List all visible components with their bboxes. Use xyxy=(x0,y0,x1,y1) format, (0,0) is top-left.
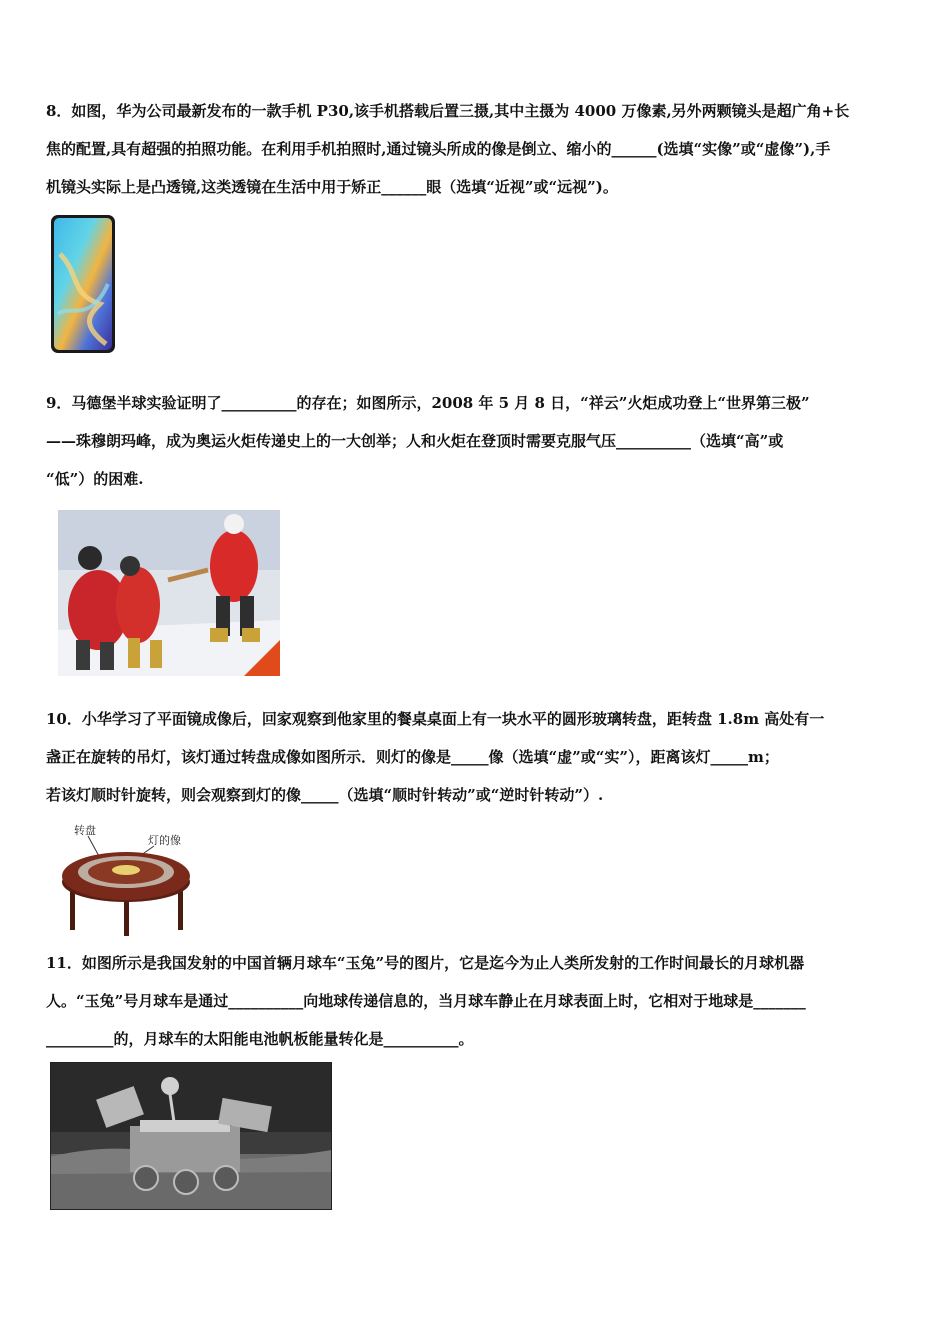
question-11 xyxy=(46,944,908,1058)
question-11-line-3: _________的，月球车的太阳能电池帆板能量转化是__________。 xyxy=(46,1030,474,1048)
question-9-line-3: “低”）的困难. xyxy=(46,470,144,488)
everest-torch-photo xyxy=(58,510,280,676)
question-9 xyxy=(46,384,908,498)
question-8-line-2: 焦的配置,具有超强的拍照功能。在利用手机拍照时,通过镜头所成的像是倒立、缩小的______(选填“实像”或“虚像”),手 xyxy=(46,140,831,158)
question-10-line-2: 盏正在旋转的吊灯，该灯通过转盘成像如图所示．则灯的像是_____像（选填“虚”或“实”），距离该灯_____m； xyxy=(46,748,779,766)
phone-image xyxy=(50,214,116,354)
table-turntable-figure xyxy=(58,820,198,938)
question-10-line-1: 10．小华学习了平面镜成像后，回家观察到他家里的餐桌桌面上有一块水平的圆形玻璃转盘，距转盘 1.8m 高处有一 xyxy=(46,710,825,728)
question-10-line-3: 若该灯顺时针旋转，则会观察到灯的像_____（选填“顺时针转动”或“逆时针转动”）. xyxy=(46,786,604,804)
question-9-line-2: ——珠穆朗玛峰，成为奥运火炬传递史上的一大创举；人和火炬在登顶时需要克服气压__________（选填“高”或 xyxy=(46,432,784,450)
turntable-label: 转盘 xyxy=(74,824,96,837)
lunar-rover-photo xyxy=(50,1062,332,1210)
question-8 xyxy=(46,92,908,206)
question-8-line-3: 机镜头实际上是凸透镜,这类透镜在生活中用于矫正______眼（选填“近视”或“远视”)。 xyxy=(46,178,618,196)
question-10 xyxy=(46,700,908,814)
question-11-line-1: 11．如图所示是我国发射的中国首辆月球车“玉兔”号的图片，它是迄今为止人类所发射的工作时间最长的月球机器 xyxy=(46,954,805,972)
lamp-image-label: 灯的像 xyxy=(148,834,181,847)
question-8-line-1: 8．如图，华为公司最新发布的一款手机 P30,该手机搭载后置三摄,其中主摄为 4000 万像素,另外两颗镜头是超广角+长 xyxy=(46,102,850,120)
question-11-line-2: 人。“玉兔”号月球车是通过__________向地球传递信息的，当月球车静止在月球表面上时，它相对于地球是_______ xyxy=(46,992,806,1010)
question-9-line-1: 9．马德堡半球实验证明了__________的存在；如图所示，2008 年 5 月 8 日，“祥云”火炬成功登上“世界第三极” xyxy=(46,394,810,412)
